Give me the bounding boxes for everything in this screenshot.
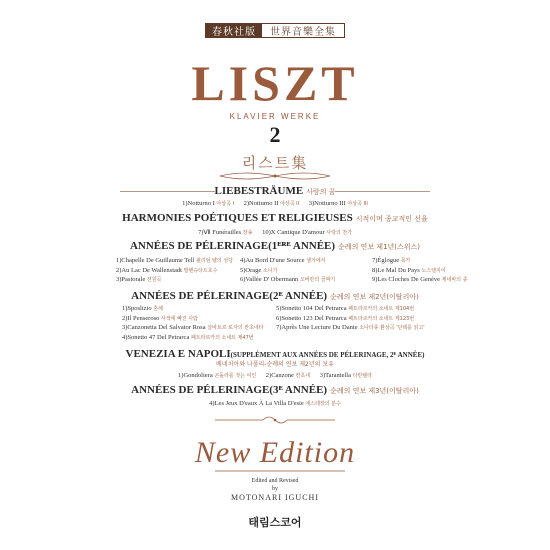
new-edition-title: New Edition bbox=[194, 436, 356, 469]
list-item: 3)Canzonetta Del Salvator Rosa 살바토르 로자의 칸초네타 bbox=[122, 324, 264, 331]
list-item: 7)Ⅶ Funérailles 장송 bbox=[197, 229, 253, 236]
list-item: 1)Chapelle De Guillaume Tell 윌리엄 텔의 성당 bbox=[116, 257, 233, 264]
volume-number: 2 bbox=[269, 122, 281, 147]
section-heading-annees-2 bbox=[0, 290, 550, 302]
heading-kr: 순례의 연보 제1년(스위스) bbox=[338, 243, 421, 251]
list-item: 5)Orage 소나기 bbox=[240, 266, 278, 274]
heading-text: ANNÉES DE PÉLERINAGE(2ᴱ ANNÉE) bbox=[131, 290, 328, 302]
section-heading-liebestraume bbox=[0, 185, 550, 197]
korean-title: 리스트集 bbox=[241, 154, 309, 172]
heading-kr: 사랑의 꿈 bbox=[306, 188, 336, 196]
annees-1-column-2 bbox=[240, 256, 335, 285]
subtitle: KLAVIER WERKE bbox=[229, 112, 321, 121]
liebestraume-items bbox=[0, 200, 550, 207]
list-item: 1)Sposlizio 혼례 bbox=[122, 305, 163, 312]
annees-3-items bbox=[0, 400, 550, 407]
heading-subtitle: (SUPPLÉMENT AUX ANNÉES DE PÉLERINAGE, 2ᴱ ANNÉE) bbox=[230, 351, 425, 359]
heading-text: ANNÉES DE PÉLERINAGE(1ᴱᴿᴱ ANNÉE) bbox=[129, 240, 336, 252]
list-item: 4)Sonetto 47 Del Petrarca 페트라르카의 소네트 제47번 bbox=[122, 333, 254, 341]
list-item: 10)X Cantique D'amour 사랑의 찬가 bbox=[262, 229, 353, 236]
heading-kr: 순례의 연보 제2년(이탈리아) bbox=[330, 293, 419, 301]
heading-text: VENEZIA E NAPOLI bbox=[125, 348, 231, 360]
list-item: 7)Après Une Lecture Du Dante 소나타풍 환상곡 '단테를 읽고' bbox=[276, 324, 425, 331]
edited-line-2: by bbox=[272, 486, 278, 492]
collection-name: 世界音樂全集 bbox=[262, 24, 344, 37]
list-item: 5)Sonetto 104 Del Petrarca 페트라르카의 소네트 제104번 bbox=[276, 305, 415, 312]
list-item: 6)Vallée D' Obermann 오버만의 골짜기 bbox=[240, 276, 336, 283]
new-edition-underline bbox=[215, 468, 345, 474]
composer-title: LISZT bbox=[191, 55, 359, 111]
list-item: 3)Notturno III 야상곡 III bbox=[308, 200, 368, 207]
section-heading-annees-1 bbox=[0, 240, 550, 252]
list-item: 2)Canzone 칸초네 bbox=[265, 372, 311, 379]
list-item: 1)Gondoliera 곤돌라를 젓는 여인 bbox=[178, 372, 257, 379]
heading-kr: 시적이며 종교적인 선율 bbox=[355, 215, 428, 223]
list-item: 2)Au Lac De Wallenstadt 발렌슈타트호수 bbox=[116, 266, 218, 274]
list-item: 1)Notturno I 야상곡 I bbox=[182, 200, 234, 207]
venezia-heading-kr: 베네치아와 나폴리-순례의 연보 제2년의 보유 bbox=[216, 361, 334, 368]
editor-name: MOTONARI IGUCHI bbox=[231, 493, 319, 502]
heading-text: ANNÉES DE PÉLERINAGE(3ᴱ ANNÉE) bbox=[131, 384, 328, 396]
harmonies-items bbox=[0, 228, 550, 236]
flourish-ornament-top bbox=[215, 170, 335, 182]
list-item: 8)Le Mal Du Pays 노스탤지어 bbox=[372, 266, 446, 274]
list-item: 6)Sonetto 123 Del Petrarca 페트라르카의 소네트 제123번 bbox=[276, 314, 415, 322]
series-banner bbox=[205, 23, 345, 38]
section-heading-annees-3 bbox=[0, 384, 550, 396]
heading-text: LIEBESTRÄUME bbox=[214, 185, 304, 197]
publisher-mark: 春秋社版 bbox=[206, 24, 262, 37]
list-item: 3)Pastorale 전원곡 bbox=[116, 276, 162, 283]
annees-1-column-3 bbox=[372, 256, 467, 285]
list-item: 9)Les Cloches De Genève 제네바의 종 bbox=[372, 276, 468, 283]
flourish-ornament-bottom bbox=[215, 414, 335, 426]
list-item: 7)Églogue 목가 bbox=[372, 257, 411, 264]
annees-1-column-1 bbox=[116, 256, 233, 285]
heading-text: HARMONIES POÉTIQUES ET RELIGIEUSES bbox=[122, 212, 353, 224]
section-heading-harmonies bbox=[0, 212, 550, 224]
edited-line-1: Edited and Revised bbox=[251, 478, 299, 484]
edited-by bbox=[0, 477, 550, 493]
list-item: 2)Notturno II 야상곡 II bbox=[243, 200, 300, 207]
annees-2-column-2 bbox=[276, 304, 425, 333]
publisher-name: 태림스코어 bbox=[248, 516, 302, 529]
list-item: 2)Il Penseroso 사색에 빠진 사람 bbox=[122, 314, 198, 322]
list-item: 4)Les Jeux D'eaux À La Villa D'este 에스테장의 분수 bbox=[209, 400, 341, 407]
heading-kr: 순례의 연보 제3년(이탈리아) bbox=[330, 387, 419, 395]
annees-2-column-1 bbox=[122, 304, 264, 342]
venezia-items bbox=[0, 372, 550, 379]
list-item: 3)Tarantella 타란텔라 bbox=[319, 372, 372, 379]
list-item: 4)Au Bord D'une Source 샘가에서 bbox=[240, 257, 326, 264]
